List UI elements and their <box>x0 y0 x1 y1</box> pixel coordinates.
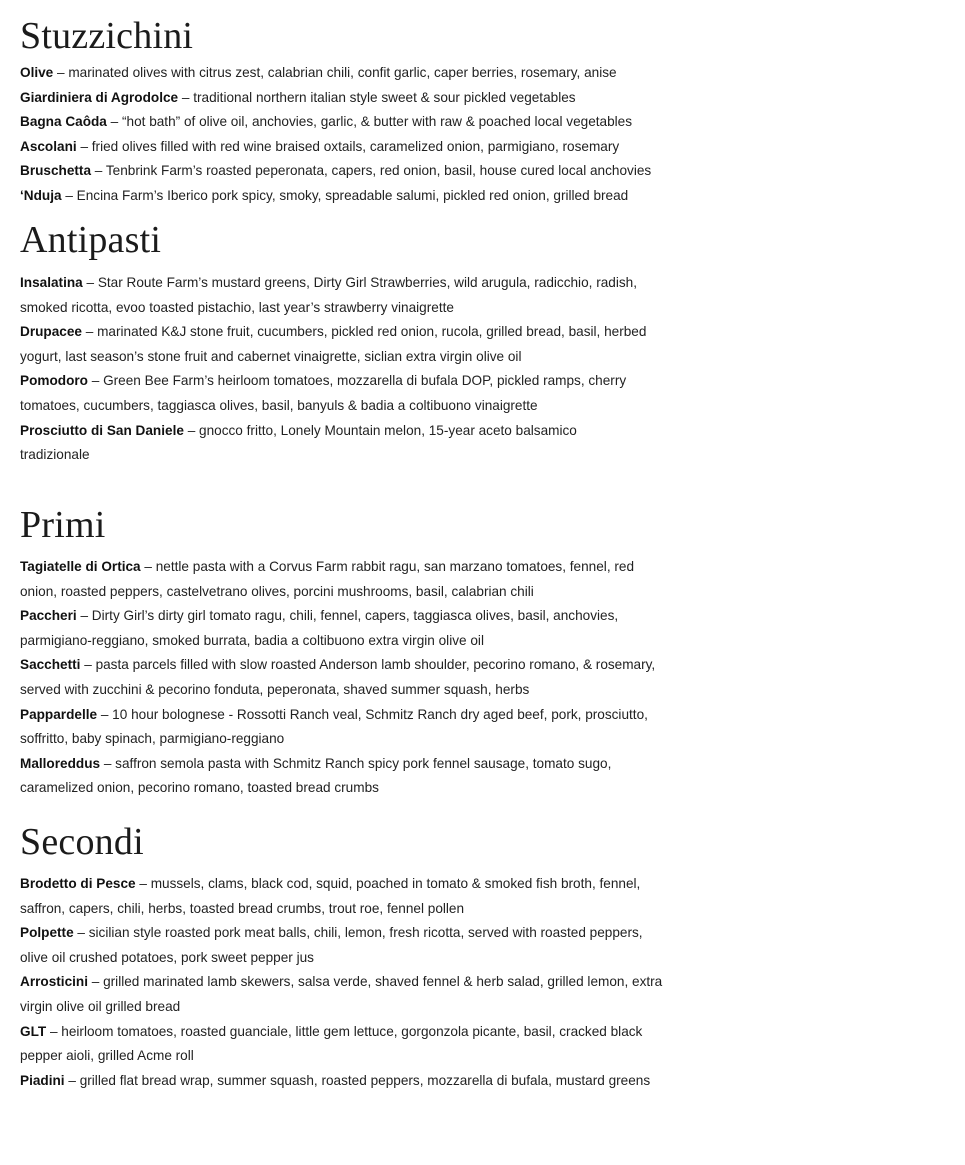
section-title: Antipasti <box>20 219 162 261</box>
item-description: – marinated olives with citrus zest, calabrian chili, confit garlic, caper berries, rosemary, anise <box>53 65 617 80</box>
menu-item <box>20 921 668 970</box>
item-description: – Star Route Farm’s mustard greens, Dirty Girl Strawberries, wild arugula, radicchio, radish, smoked ricotta, evoo toasted pistachio, last year’s strawberry vinaigrette <box>20 275 637 315</box>
menu-item <box>20 555 668 604</box>
item-description: – pasta parcels filled with slow roasted Anderson lamb shoulder, pecorino romano, & rosemary, served with zucchini & pecorino fonduta, peperonata, shaved summer squash, herbs <box>20 657 656 697</box>
menu-item <box>20 419 650 468</box>
item-description: – Tenbrink Farm’s roasted peperonata, capers, red onion, basil, house cured local anchovies <box>91 163 652 179</box>
menu-item <box>20 752 668 801</box>
menu-item <box>20 369 650 418</box>
item-description: – gnocco fritto, Lonely Mountain melon, 15-year aceto balsamico tradizionale <box>20 422 577 463</box>
item-description: – Green Bee Farm’s heirloom tomatoes, mozzarella di bufala DOP, pickled ramps, cherry tomatoes, cucumbers, taggiasca olives, basil, banyuls & badia a coltibuono vinaigrette <box>20 373 627 413</box>
section-primi <box>20 506 668 801</box>
menu-item-list <box>20 271 650 468</box>
menu-item <box>20 159 720 184</box>
section-title: Stuzzichini <box>20 15 194 57</box>
item-description: – fried olives filled with red wine braised oxtails, caramelized onion, parmigiano, rosemary <box>76 138 620 154</box>
item-description: – mussels, clams, black cod, squid, poached in tomato & smoked fish broth, fennel, saffron, capers, chili, herbs, toasted bread crumbs, trout roe, fennel pollen <box>20 876 641 916</box>
menu-item-list <box>20 555 668 801</box>
item-description: – grilled marinated lamb skewers, salsa verde, shaved fennel & herb salad, grilled lemon, extra virgin olive oil grilled bread <box>20 974 663 1014</box>
item-name: Pomodoro <box>20 373 88 389</box>
item-description: – heirloom tomatoes, roasted guanciale, little gem lettuce, gorgonzola picante, basil, cracked black pepper aioli, grilled Acme roll <box>20 1023 643 1064</box>
item-description: – 10 hour bolognese - Rossotti Ranch veal, Schmitz Ranch dry aged beef, pork, prosciutto, soffritto, baby spinach, parmigiano-reggiano <box>20 706 648 747</box>
item-name: Giardiniera di Agrodolce <box>20 89 179 105</box>
menu-item <box>20 1020 668 1069</box>
item-name: Drupacee <box>20 324 82 340</box>
item-name: Malloreddus <box>20 755 101 771</box>
item-description: – Encina Farm’s Iberico pork spicy, smoky, spreadable salumi, pickled red onion, grilled bread <box>61 187 629 203</box>
menu-item <box>20 61 720 86</box>
menu-item <box>20 320 650 369</box>
item-name: Arrosticini <box>20 974 88 990</box>
item-name: Insalatina <box>20 275 83 290</box>
item-name: Ascolani <box>20 138 77 154</box>
item-name: ‘Nduja <box>20 187 62 203</box>
menu-item <box>20 110 720 135</box>
menu-item-list <box>20 872 668 1093</box>
item-description: – Dirty Girl’s dirty girl tomato ragu, chili, fennel, capers, taggiasca olives, basil, anchovies, parmigiano-reggiano, smoked burrata, badia a coltibuono extra virgin olive oil <box>20 608 619 648</box>
item-description: – marinated K&J stone fruit, cucumbers, pickled red onion, rucola, grilled bread, basil, herbed yogurt, last season’s stone fruit and cabernet vinaigrette, siclian extra virgin olive oil <box>20 324 647 364</box>
item-name: Bruschetta <box>20 163 92 179</box>
section-title: Primi <box>20 504 106 546</box>
item-description: – nettle pasta with a Corvus Farm rabbit ragu, san marzano tomatoes, fennel, red onion, roasted peppers, castelvetrano olives, porcini mushrooms, basil, calabrian chili <box>20 559 635 599</box>
menu-item <box>20 970 668 1019</box>
item-name: Sacchetti <box>20 657 81 673</box>
item-description: – grilled flat bread wrap, summer squash, roasted peppers, mozzarella di bufala, mustard greens <box>64 1072 651 1088</box>
menu-item <box>20 1069 668 1094</box>
item-description: – traditional northern italian style sweet & sour pickled vegetables <box>178 89 576 105</box>
item-name: Olive <box>20 65 54 80</box>
section-stuzzichini <box>20 17 720 209</box>
menu-item <box>20 604 668 653</box>
menu-item <box>20 271 650 320</box>
section-title: Secondi <box>20 821 144 863</box>
item-name: Polpette <box>20 925 74 941</box>
menu-item <box>20 653 668 702</box>
item-name: GLT <box>20 1023 47 1039</box>
menu-item <box>20 135 720 160</box>
section-antipasti <box>20 221 650 468</box>
item-name: Tagiatelle di Ortica <box>20 559 141 574</box>
item-name: Prosciutto di San Daniele <box>20 422 184 438</box>
item-name: Brodetto di Pesce <box>20 876 136 891</box>
item-description: – saffron semola pasta with Schmitz Ranch spicy pork fennel sausage, tomato sugo, caramelized onion, pecorino romano, toasted bread crumbs <box>20 755 612 796</box>
item-name: Paccheri <box>20 608 77 624</box>
item-description: – “hot bath” of olive oil, anchovies, garlic, & butter with raw & poached local vegetables <box>106 114 633 130</box>
section-secondi <box>20 823 668 1093</box>
item-name: Pappardelle <box>20 706 98 722</box>
menu-item <box>20 184 720 209</box>
item-name: Piadini <box>20 1072 65 1088</box>
menu-item-list <box>20 61 720 209</box>
menu-item <box>20 86 720 111</box>
menu-item <box>20 703 668 752</box>
item-name: Bagna Caôda <box>20 114 107 130</box>
item-description: – sicilian style roasted pork meat balls, chili, lemon, fresh ricotta, served with roasted peppers, olive oil crushed potatoes, pork sweet pepper jus <box>20 925 643 965</box>
menu-item <box>20 872 668 921</box>
